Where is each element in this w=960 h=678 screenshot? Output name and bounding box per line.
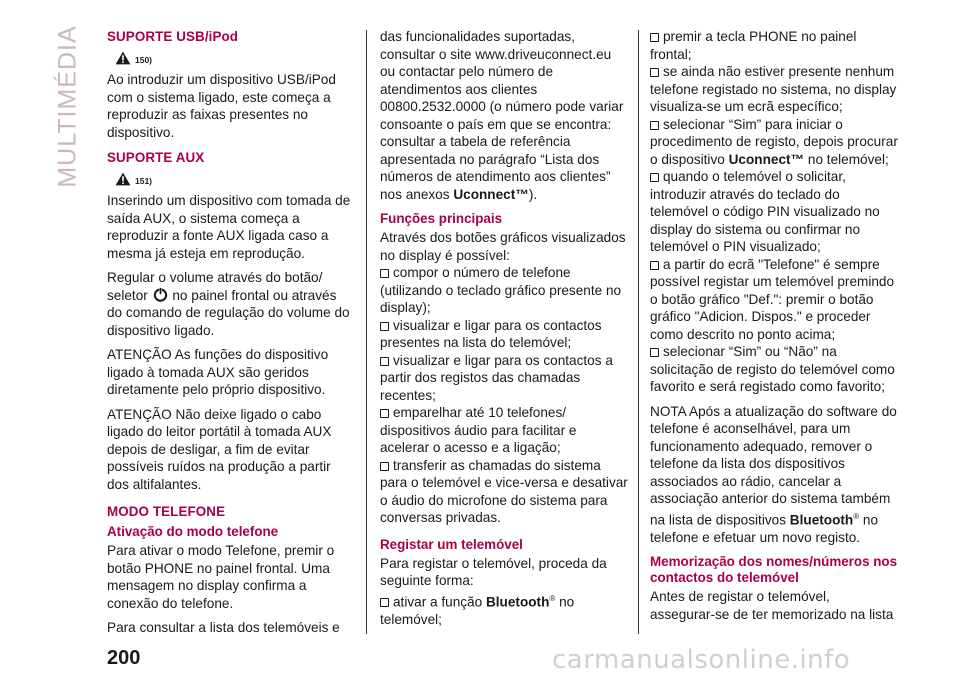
list-item-text: emparelhar até 10 telefones/ dispositivos áudio para facilitar e acelerar o acesso e a ligação; (380, 405, 577, 455)
list-item-text: transferir as chamadas do sistema para o telemóvel e vice-versa e desativar o áudio do microfone do sistema para conversas privadas. (380, 457, 628, 525)
list-item (380, 317, 628, 352)
checkbox-bullet-icon (650, 68, 659, 77)
warning-triangle-icon (115, 51, 131, 65)
heading-memorize-contacts: Memorização dos nomes/números nos contactos do telemóvel (650, 554, 898, 586)
brand-uconnect: Uconnect™ (453, 186, 529, 202)
phone-activation-paragraph: Para ativar o modo Telefone, premir o botão PHONE no painel frontal. Uma mensagem no display confirma a conexão do telefone. (107, 543, 335, 611)
usb-paragraph: Ao introduzir um dispositivo USB/iPod com o sistema ligado, este começa a reproduzir as faixas presentes no dispositivo. (107, 72, 336, 140)
list-item (650, 168, 898, 256)
heading-register-phone: Registar um telemóvel (380, 536, 523, 552)
warning-ref-151 (115, 170, 355, 186)
aux-paragraph-2-end: no painel frontal ou através do comando de regulação do volume do dispositivo ligado. (107, 287, 350, 338)
brand-uconnect: Uconnect™ (728, 151, 805, 167)
warning-ref-label: 151) (135, 176, 153, 186)
memorize-contacts-paragraph: Antes de registar o telemóvel, assegurar-se de ter memorizado na lista (650, 589, 894, 622)
heading-main-functions: Funções principais (380, 211, 503, 226)
checkbox-bullet-icon (650, 121, 659, 130)
list-item-text: selecionar “Sim” ou “Não” na solicitação de registo do telemóvel como favorito e será registado como favorito; (650, 344, 895, 394)
checkbox-bullet-icon (650, 348, 659, 357)
warning-ref-label: 150) (135, 55, 153, 65)
checkbox-bullet-icon (380, 462, 389, 471)
aux-attention-2: ATENÇÃO Não deixe ligado o cabo ligado do leitor portátil à tomada AUX depois de desligar, a fim de evitar possíveis ruídos na produção a partir dos altifalantes. (107, 406, 332, 492)
checkbox-bullet-icon (380, 598, 389, 607)
warning-triangle-icon (115, 172, 131, 186)
list-item-text: visualizar e ligar para os contactos presentes na lista do telemóvel; (380, 317, 602, 350)
list-item-text: a partir do ecrã "Telefone" é sempre possível registar um telemóvel premindo o botão gráfico "Def.": premir o botão gráfico "Adicion. Dispos." e proceder como descrito no ponto acima; (650, 256, 895, 342)
section-side-tab-label: MULTIMÉDIA (53, 24, 82, 188)
column-divider (638, 30, 639, 634)
section-side-tab (44, 24, 92, 188)
column-divider (366, 30, 367, 634)
list-item-text: visualizar e ligar para os contactos a partir dos registos das chamadas recentes; (380, 352, 613, 403)
list-item (650, 256, 898, 344)
support-contact-end: ). (528, 186, 538, 202)
aux-paragraph-2-start: Regular o volume através do botão/ seletor (107, 270, 323, 303)
watermark: carmanualsonline.info (552, 645, 851, 675)
checkbox-bullet-icon (380, 269, 389, 278)
checkbox-bullet-icon (380, 409, 389, 418)
aux-paragraph-1: Inserindo um dispositivo com tomada de saída AUX, o sistema começa a reproduzir a fonte AUX ligada caso a mesma já esteja em reprodução. (107, 193, 351, 261)
aux-paragraph-2 (107, 269, 355, 339)
list-item (380, 457, 628, 527)
list-item (650, 343, 898, 396)
list-item (380, 590, 628, 629)
list-item (380, 404, 628, 457)
brand-bluetooth: Bluetooth (789, 512, 854, 528)
checkbox-bullet-icon (650, 173, 659, 182)
list-item-text-end: no telemóvel; (807, 151, 889, 167)
page-number: 200 (107, 647, 141, 669)
list-item (650, 63, 898, 116)
list-item (380, 352, 628, 405)
support-contact-text: das funcionalidades suportadas, consultar o site www.driveuconnect.eu ou contactar pelo número de atendimentos aos clientes 00800.2532.0000 (o número pode variar consoante o país em que se encontra: consultar a tabela de referência apresentada no parágrafo “Lista dos números de atendimento aos clientes” nos anexos (380, 29, 624, 202)
support-contact-paragraph (380, 28, 628, 203)
main-functions-intro: Através dos botões gráficos visualizados no display é possível: (380, 230, 626, 263)
phone-list-paragraph: Para consultar a lista dos telemóveis e (107, 620, 340, 635)
note-text-end: no telefone e efetuar um novo registo. (650, 512, 879, 545)
list-item-text: selecionar “Sim” para iniciar o procedimento de registo, depois procurar o dispositivo (650, 116, 898, 167)
column-1 (107, 28, 355, 644)
brand-bluetooth: Bluetooth (485, 594, 550, 610)
list-item-text: se ainda não estiver presente nenhum telefone registado no sistema, no display visualiza-se um ecrã específico; (650, 64, 897, 114)
heading-phone-mode: MODO TELEFONE (107, 504, 226, 519)
column-3 (650, 28, 898, 630)
aux-attention-1: ATENÇÃO As funções do dispositivo ligado à tomada AUX são geridos diretamente pelo próprio dispositivo. (107, 347, 329, 397)
list-item (650, 28, 898, 63)
list-item-text-end: no telemóvel; (380, 594, 575, 627)
list-item-text: ativar a função (393, 594, 483, 610)
list-item-text: quando o telemóvel o solicitar, introduzir através do teclado do telemóvel o código PIN visualizado no display do sistema ou confirmar no telemóvel o PIN visualizado; (650, 169, 880, 254)
column-2 (380, 28, 628, 628)
heading-phone-activation: Ativação do modo telefone (107, 524, 279, 539)
note-paragraph (650, 403, 898, 547)
warning-ref-150 (115, 49, 355, 65)
list-item-text: premir a tecla PHONE no painel frontal; (650, 29, 857, 62)
register-phone-intro: Para registar o telemóvel, proceda da seguinte forma: (380, 555, 607, 588)
checkbox-bullet-icon (380, 357, 389, 366)
list-item (650, 116, 898, 169)
registered-mark: ® (549, 593, 556, 603)
checkbox-bullet-icon (650, 261, 659, 270)
note-text: NOTA Após a atualização do software do telefone é aconselhável, para um funcionamento adequado, remover o telefone da lista dos dispositivos associados ao rádio, cancelar a associação anterior do sistema também na lista de dispositivos (650, 403, 897, 528)
list-item (380, 264, 628, 317)
power-knob-icon (153, 287, 168, 302)
registered-mark: ® (853, 511, 860, 521)
heading-usb-support: SUPORTE USB/iPod (107, 29, 239, 44)
checkbox-bullet-icon (380, 322, 389, 331)
list-item-text: compor o número de telefone (utilizando o teclado gráfico presente no display); (380, 265, 622, 315)
heading-aux-support: SUPORTE AUX (107, 150, 205, 165)
checkbox-bullet-icon (650, 33, 659, 42)
